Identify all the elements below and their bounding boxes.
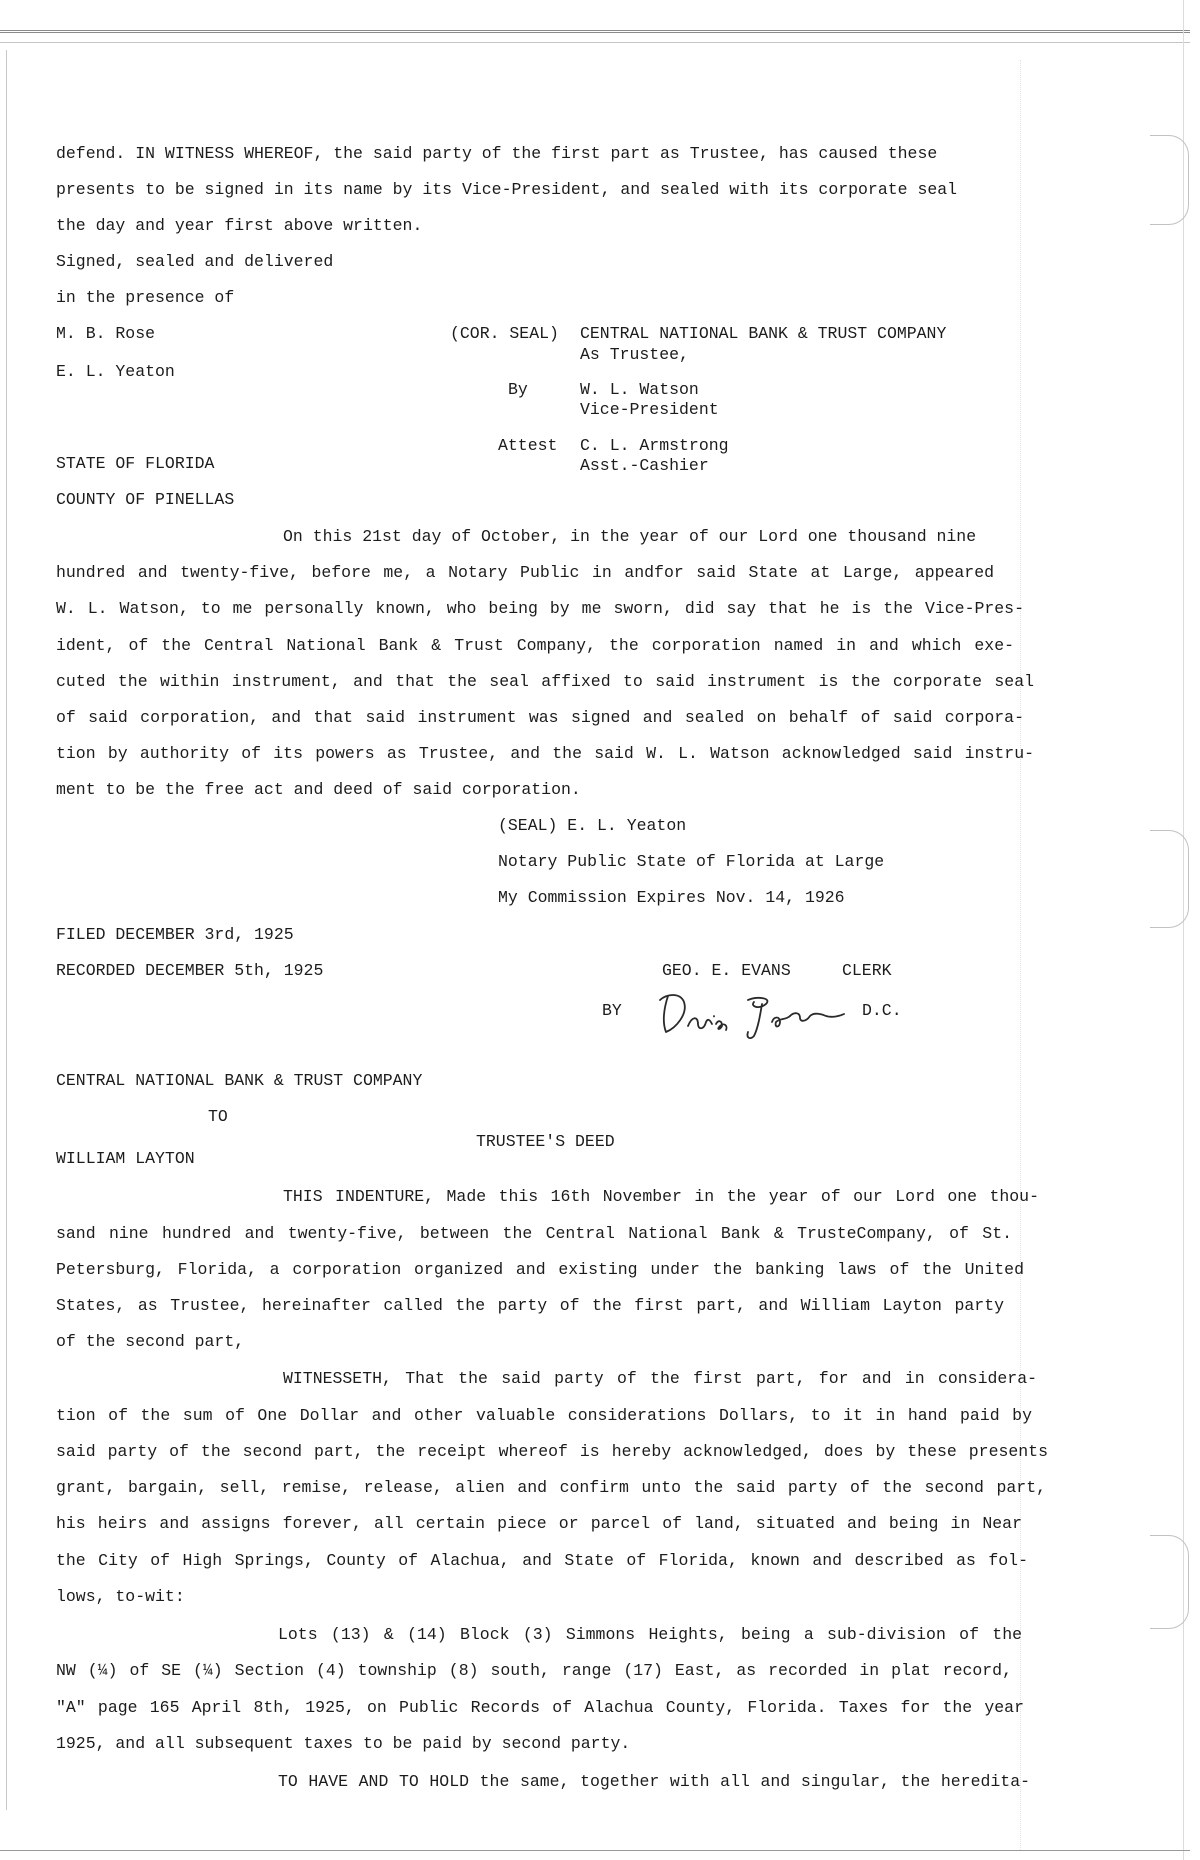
corporate-seal-label: (COR. SEAL) bbox=[450, 324, 559, 343]
acknowledgment-line-wrap bbox=[56, 636, 1014, 656]
indenture-line: THIS INDENTURE, Made this 16th November in the year of our Lord one thou- bbox=[283, 1187, 1039, 1206]
habendum-line-wrap bbox=[278, 1772, 1030, 1792]
witnesseth-line: lows, to-wit: bbox=[56, 1587, 185, 1606]
notary-title: Notary Public State of Florida at Large bbox=[498, 852, 885, 871]
legal-description-line: NW (¼) of SE (¼) Section (4) township (8) south, range (17) East, as recorded in plat record, bbox=[56, 1661, 1012, 1680]
acknowledgment-line-wrap bbox=[56, 708, 1024, 728]
to-heading: TO bbox=[208, 1107, 228, 1126]
description-line-wrap bbox=[56, 1698, 1024, 1718]
deputy-by-label: BY bbox=[602, 1001, 622, 1020]
deputy-clerk-signature bbox=[654, 986, 850, 1042]
attest-title: Asst.-Cashier bbox=[580, 456, 709, 475]
top-border-rule-inner bbox=[0, 42, 1190, 43]
indenture-line-wrap bbox=[56, 1296, 1004, 1316]
acknowledgment-line: cuted the within instrument, and that the seal affixed to said instrument is the corporate seal bbox=[56, 672, 1034, 691]
witnesseth-line-wrap bbox=[56, 1406, 1032, 1426]
notary-seal-line: (SEAL) E. L. Yeaton bbox=[498, 816, 687, 835]
acknowledgment-line: W. L. Watson, to me personally known, who being by me sworn, did say that he is the Vice-Pres- bbox=[56, 599, 1024, 618]
witnesseth-line: grant, bargain, sell, remise, release, alien and confirm unto the said party of the second part, bbox=[56, 1478, 1046, 1497]
acknowledgment-line-wrap bbox=[56, 672, 1034, 692]
indenture-line-wrap bbox=[56, 1260, 1024, 1280]
acknowledgment-line-wrap bbox=[56, 744, 1034, 764]
by-label: By bbox=[508, 380, 528, 399]
attest-label: Attest bbox=[498, 436, 558, 455]
binder-hole-middle bbox=[1150, 830, 1189, 928]
company-name: CENTRAL NATIONAL BANK & TRUST COMPANY bbox=[580, 324, 947, 343]
acknowledgment-line: tion by authority of its powers as Trustee, and the said W. L. Watson acknowledged said instru- bbox=[56, 744, 1034, 763]
legal-description-line: "A" page 165 April 8th, 1925, on Public Records of Alachua County, Florida. Taxes for the year bbox=[56, 1698, 1024, 1717]
grantee-heading: WILLIAM LAYTON bbox=[56, 1149, 195, 1168]
habendum-line: TO HAVE AND TO HOLD the same, together with all and singular, the heredita- bbox=[278, 1772, 1030, 1791]
legal-description-line: Lots (13) & (14) Block (3) Simmons Heights, being a sub-division of the bbox=[278, 1625, 1022, 1644]
witness-name: E. L. Yeaton bbox=[56, 362, 175, 381]
witness-clause-line: the day and year first above written. bbox=[56, 216, 423, 235]
grantor-heading: CENTRAL NATIONAL BANK & TRUST COMPANY bbox=[56, 1071, 423, 1090]
attest-name: C. L. Armstrong bbox=[580, 436, 729, 455]
clerk-title: CLERK bbox=[842, 961, 892, 980]
right-margin-line bbox=[1020, 60, 1021, 1850]
deputy-clerk-title: D.C. bbox=[862, 1001, 902, 1020]
description-line-wrap bbox=[278, 1625, 1022, 1645]
witness-name: M. B. Rose bbox=[56, 324, 156, 343]
signed-sealed-delivered: Signed, sealed and delivered bbox=[56, 252, 334, 271]
witnesseth-line-wrap bbox=[56, 1478, 1046, 1498]
acknowledgment-line: ment to be the free act and deed of said corporation. bbox=[56, 780, 581, 799]
indenture-line-wrap bbox=[56, 1224, 1012, 1244]
witness-clause-line: defend. IN WITNESS WHEREOF, the said party of the first part as Trustee, has caused these bbox=[56, 144, 938, 163]
binder-hole-bottom bbox=[1150, 1535, 1189, 1629]
venue-county: COUNTY OF PINELLAS bbox=[56, 490, 235, 509]
witnesseth-line: the City of High Springs, County of Alachua, and State of Florida, known and described as fol- bbox=[56, 1551, 1028, 1570]
acknowledgment-line: ident, of the Central National Bank & Trust Company, the corporation named in and which exe- bbox=[56, 636, 1014, 655]
acknowledgment-line: hundred and twenty-five, before me, a Notary Public in andfor said State at Large, appeared bbox=[56, 563, 994, 582]
signer-name: W. L. Watson bbox=[580, 380, 699, 399]
description-line-wrap bbox=[56, 1661, 1012, 1681]
witnesseth-line-wrap bbox=[56, 1442, 1048, 1462]
venue-state: STATE OF FLORIDA bbox=[56, 454, 215, 473]
indenture-line-wrap bbox=[283, 1187, 1039, 1207]
acknowledgment-line: On this 21st day of October, in the year of our Lord one thousand nine bbox=[283, 527, 977, 546]
acknowledgment-line-wrap bbox=[56, 599, 1024, 619]
bottom-border-rule bbox=[0, 1850, 1190, 1851]
witnesseth-line: said party of the second part, the receipt whereof is hereby acknowledged, does by these presents bbox=[56, 1442, 1048, 1461]
witnesseth-line-wrap bbox=[283, 1369, 1037, 1389]
witnesseth-line-wrap bbox=[56, 1551, 1028, 1571]
witnesseth-line-wrap bbox=[56, 1514, 1022, 1534]
acknowledgment-line-wrap bbox=[56, 563, 994, 583]
acknowledgment-line: of said corporation, and that said instrument was signed and sealed on behalf of said corpora- bbox=[56, 708, 1024, 727]
filed-date: FILED DECEMBER 3rd, 1925 bbox=[56, 925, 294, 944]
clerk-name: GEO. E. EVANS bbox=[662, 961, 791, 980]
legal-description-line: 1925, and all subsequent taxes to be paid by second party. bbox=[56, 1734, 631, 1753]
trustee-capacity: As Trustee, bbox=[580, 345, 689, 364]
signer-title: Vice-President bbox=[580, 400, 719, 419]
witnesseth-line: tion of the sum of One Dollar and other valuable considerations Dollars, to it in hand paid by bbox=[56, 1406, 1032, 1425]
left-page-edge bbox=[6, 50, 7, 1810]
witness-clause-line: presents to be signed in its name by its Vice-President, and sealed with its corporate seal bbox=[56, 180, 958, 199]
binder-hole-top bbox=[1150, 135, 1189, 225]
indenture-line: States, as Trustee, hereinafter called the party of the first part, and William Layton party bbox=[56, 1296, 1004, 1315]
notary-commission: My Commission Expires Nov. 14, 1926 bbox=[498, 888, 845, 907]
deed-title: TRUSTEE'S DEED bbox=[476, 1132, 615, 1151]
witnesseth-line: his heirs and assigns forever, all certain piece or parcel of land, situated and being in Near bbox=[56, 1514, 1022, 1533]
top-border-rule bbox=[0, 30, 1190, 33]
indenture-line: sand nine hundred and twenty-five, between the Central National Bank & TrusteCompany, of St. bbox=[56, 1224, 1012, 1243]
indenture-line: of the second part, bbox=[56, 1332, 245, 1351]
in-presence-of: in the presence of bbox=[56, 288, 235, 307]
indenture-line: Petersburg, Florida, a corporation organized and existing under the banking laws of the United bbox=[56, 1260, 1024, 1279]
recorded-date: RECORDED DECEMBER 5th, 1925 bbox=[56, 961, 324, 980]
witnesseth-line: WITNESSETH, That the said party of the first part, for and in considera- bbox=[283, 1369, 1037, 1388]
